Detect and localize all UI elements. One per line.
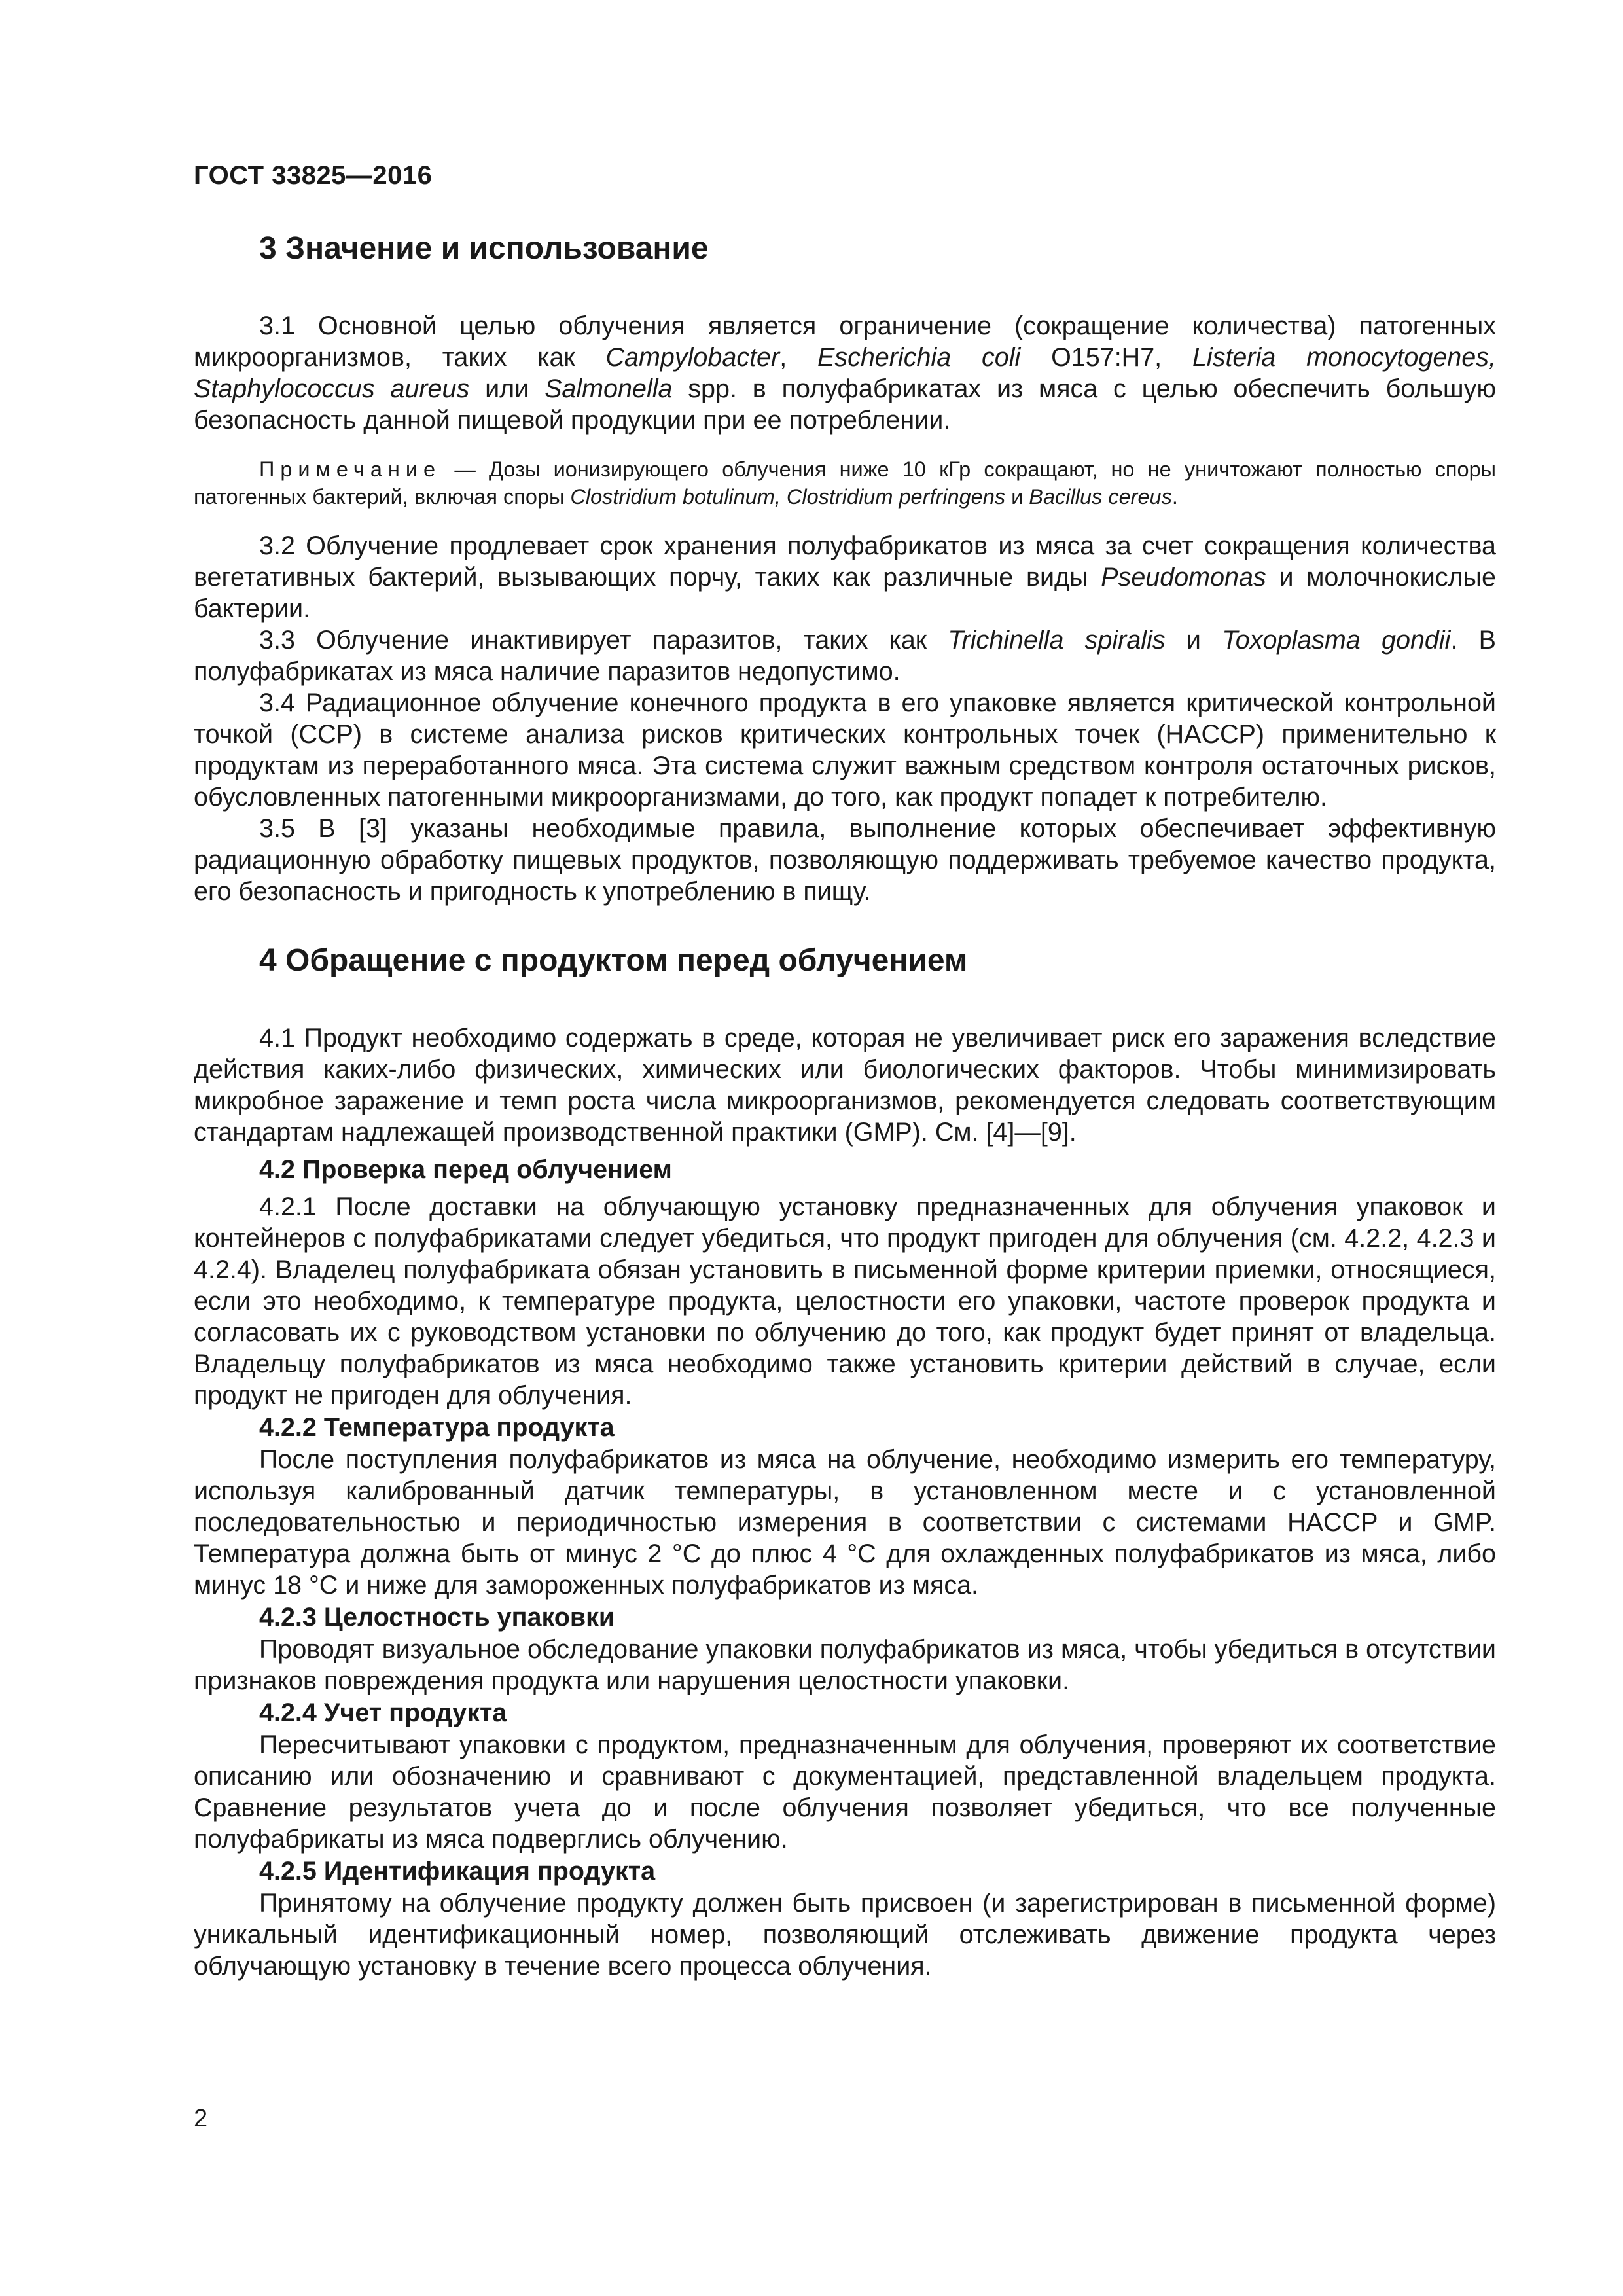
note-label: Примечание bbox=[259, 457, 442, 481]
subheading-4-2-5: 4.2.5 Идентификация продукта bbox=[259, 1857, 656, 1886]
paragraph-4-2-2: После поступления полуфабрикатов из мяса на облучение, необходимо измерить его температуру, используя калиброванный датчик температуры, в установленном месте и с установленной последовательностью и периодичностью измерения в соответствии с системами HACCP и GMP. Температура должна быть от минус 2 °С до плюс 4 °С для охлажденных полуфабрикатов из мяса, либо минус 18 °С и ниже для замороженных полуфабрикатов из мяса. bbox=[194, 1445, 1496, 1600]
paragraph-4-2-1: 4.2.1 После доставки на облучающую установку предназначенных для облучения упаковок и контейнеров с полуфабрикатами следует убедиться, что продукт пригоден для облучения (см. 4.2.2, 4.2.3 и 4.2.4). Владелец полуфабриката обязан установить в письменной форме критерии приемки, относящиеся, если это необходимо, к температуре продукта, целостности его упаковки, частоте проверок продукта и согласовать их с руководством установки по облучению до того, как продукт будет принят от владельца. Владельцу полуфабрикатов из мяса необходимо также установить критерии действий в случае, если продукт не пригоден для облучения. bbox=[194, 1193, 1496, 1410]
subheading-4-2: 4.2 Проверка перед облучением bbox=[259, 1155, 672, 1184]
paragraph-4-2-5: Принятому на облучение продукту должен быть присвоен (и зарегистрирован в письменной форме) уникальный идентификационный номер, позволяющий отслеживать движение продукта через облучающую установку в течение всего процесса облучения. bbox=[194, 1889, 1496, 1981]
document-body bbox=[194, 229, 1496, 1982]
paragraph-3-5: 3.5 В [3] указаны необходимые правила, выполнение которых обеспечивает эффективную радиационную обработку пищевых продуктов, позволяющую поддерживать требуемое качество продукта, его безопасность и пригодность к употреблению в пищу. bbox=[194, 814, 1496, 906]
paragraph-4-1: 4.1 Продукт необходимо содержать в среде, которая не увеличивает риск его заражения вследствие действия каких-либо физических, химических или биологических факторов. Чтобы минимизировать микробное заражение и темп роста числа микроорганизмов, рекомендуется следовать соответствующим стандартам надлежащей производственной практики (GMP). См. [4]—[9]. bbox=[194, 1024, 1496, 1147]
subheading-4-2-4: 4.2.4 Учет продукта bbox=[259, 1698, 507, 1727]
paragraph-4-2-3: Проводят визуальное обследование упаковки полуфабрикатов из мяса, чтобы убедиться в отсутствии признаков повреждения продукта или нарушения целостности упаковки. bbox=[194, 1635, 1496, 1695]
page-number: 2 bbox=[194, 2105, 208, 2132]
paragraph-3-2: 3.2 Облучение продлевает срок хранения полуфабрикатов из мяса за счет сокращения количества вегетативных бактерий, вызывающих порчу, таких как различные виды Pseudomonas и молочнокислые бактерии. bbox=[194, 531, 1496, 623]
note: Примечание — Дозы ионизирующего облучения ниже 10 кГр сокращают, но не уничтожают полностью споры патогенных бактерий, включая споры Clostridium botulinum, Clostridium perfringens и Bacillus cereus. bbox=[194, 457, 1496, 509]
section-4-title: 4 Обращение с продуктом перед облучением bbox=[259, 943, 968, 978]
section-3-title: 3 Значение и использование bbox=[259, 231, 709, 266]
document-code: ГОСТ 33825—2016 bbox=[194, 161, 433, 190]
paragraph-4-2-4: Пересчитывают упаковки с продуктом, предназначенным для облучения, проверяют их соответствие описанию или обозначению и сравнивают с документацией, представленной владельцем продукта. Сравнение результатов учета до и после облучения позволяет убедиться, что все полученные полуфабрикаты из мяса подверглись облучению. bbox=[194, 1731, 1496, 1854]
subheading-4-2-3: 4.2.3 Целостность упаковки bbox=[259, 1603, 615, 1632]
paragraph-3-3: 3.3 Облучение инактивирует паразитов, таких как Trichinella spiralis и Toxoplasma gondii. В полуфабрикатах из мяса наличие паразитов недопустимо. bbox=[194, 626, 1497, 686]
subheading-4-2-2: 4.2.2 Температура продукта bbox=[259, 1413, 615, 1442]
paragraph-3-1: 3.1 Основной целью облучения является ограничение (сокращение количества) патогенных микроорганизмов, таких как Campylobacter, Escherichia coli O157:H7, Listeria monocytogenes, Staphylococcus aureus или Salmonella spp. в полуфабрикатах из мяса с целью обеспечить большую безопасность данной пищевой продукции при ее потреблении. bbox=[194, 312, 1496, 435]
paragraph-3-4: 3.4 Радиационное облучение конечного продукта в его упаковке является критической контрольной точкой (CCP) в системе анализа рисков критических контрольных точек (HACCP) применительно к продуктам из переработанного мяса. Эта система служит важным средством контроля остаточных рисков, обусловленных патогенными микроорганизмами, до того, как продукт попадет к потребителю. bbox=[194, 689, 1496, 812]
